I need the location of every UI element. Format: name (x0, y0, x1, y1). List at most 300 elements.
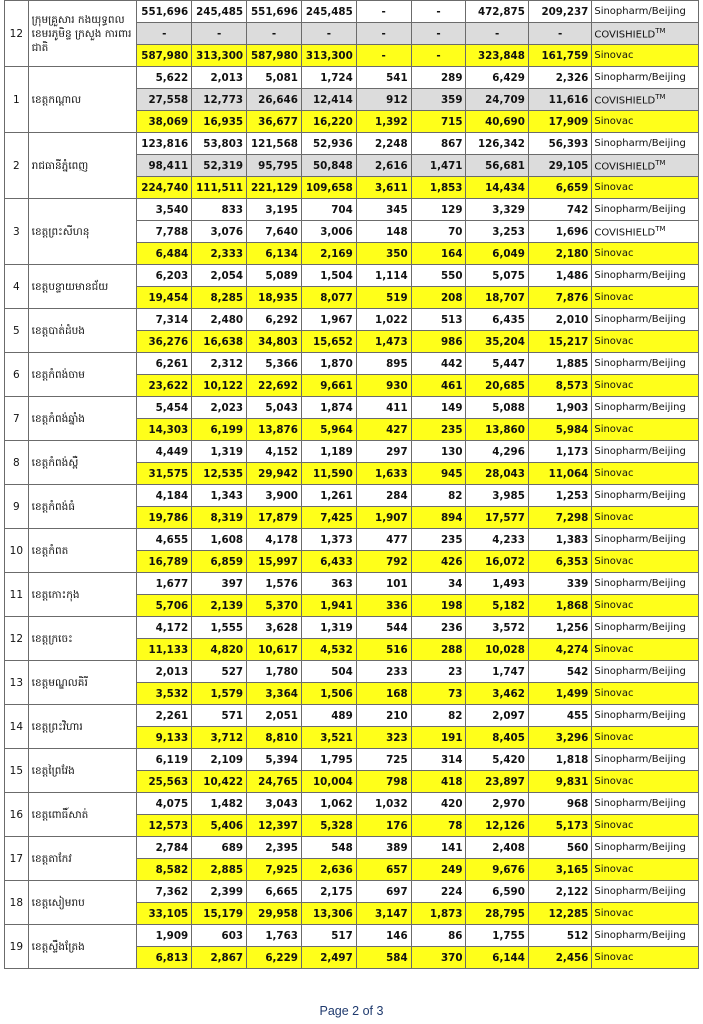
table-cell: 792 (356, 551, 411, 573)
table-cell: 350 (356, 243, 411, 265)
table-row (5, 837, 699, 859)
province-name: ខេត្តព្រៃវែង (28, 749, 137, 793)
vaccine-label: Sinopharm/Beijing (594, 402, 686, 413)
table-cell: 2,885 (192, 859, 247, 881)
table-cell: 191 (411, 727, 466, 749)
vaccine-label: Sinovac (594, 182, 634, 193)
province-name: ខេត្តក្រចេះ (28, 617, 137, 661)
vaccine-label: Sinopharm/Beijing (594, 270, 686, 281)
vaccine-name (592, 441, 699, 463)
table-cell: 1,724 (301, 67, 356, 89)
vaccine-label: Sinovac (594, 864, 634, 875)
vaccine-name (592, 67, 699, 89)
table-cell: 1,319 (301, 617, 356, 639)
vaccination-table (4, 0, 699, 969)
table-row (5, 793, 699, 815)
vaccine-label: Sinopharm/Beijing (594, 710, 686, 721)
table-cell: 14,434 (466, 177, 528, 199)
vaccine-label: COVISHIELD (594, 161, 656, 173)
vaccine-name (592, 837, 699, 859)
table-cell: 52,936 (301, 133, 356, 155)
table-cell: 7,425 (301, 507, 356, 529)
table-row (5, 397, 699, 419)
trademark-mark: TM (655, 224, 666, 233)
table-cell: 1,909 (137, 925, 192, 947)
table-cell: 1,486 (528, 265, 591, 287)
table-cell: 489 (301, 705, 356, 727)
table-cell: 73 (411, 683, 466, 705)
table-cell: 34,803 (247, 331, 302, 353)
table-cell: 12,397 (247, 815, 302, 837)
table-cell: 8,810 (247, 727, 302, 749)
province-name: ខេត្តបាត់ដំបង (28, 309, 137, 353)
table-cell: 2,970 (466, 793, 528, 815)
table-cell: 123,816 (137, 133, 192, 155)
table-cell: 704 (301, 199, 356, 221)
table-cell: - (137, 23, 192, 45)
table-cell: 2,122 (528, 881, 591, 903)
table-cell: 1,868 (528, 595, 591, 617)
table-cell: 2,023 (192, 397, 247, 419)
vaccine-label: Sinopharm/Beijing (594, 446, 686, 457)
table-cell: 141 (411, 837, 466, 859)
vaccine-name (592, 551, 699, 573)
table-cell: 5,420 (466, 749, 528, 771)
table-cell: 11,133 (137, 639, 192, 661)
table-cell: 2,395 (247, 837, 302, 859)
vaccine-label: Sinopharm/Beijing (594, 72, 686, 83)
table-cell: 2,399 (192, 881, 247, 903)
table-cell: 3,364 (247, 683, 302, 705)
row-number: 9 (5, 485, 29, 529)
vaccine-name (592, 1, 699, 23)
table-cell: 4,075 (137, 793, 192, 815)
table-cell: 833 (192, 199, 247, 221)
table-cell: 53,803 (192, 133, 247, 155)
table-cell: 245,485 (301, 1, 356, 23)
table-cell: 149 (411, 397, 466, 419)
table-cell: 527 (192, 661, 247, 683)
row-number: 7 (5, 397, 29, 441)
row-number: 17 (5, 837, 29, 881)
table-cell: 18,935 (247, 287, 302, 309)
table-cell: 233 (356, 661, 411, 683)
table-cell: 8,573 (528, 375, 591, 397)
table-cell: 3,462 (466, 683, 528, 705)
table-cell: 477 (356, 529, 411, 551)
vaccine-label: Sinovac (594, 380, 634, 391)
province-name: ខេត្តមណ្ឌលគិរី (28, 661, 137, 705)
table-cell: 5,394 (247, 749, 302, 771)
table-row (5, 529, 699, 551)
table-cell: 657 (356, 859, 411, 881)
table-cell: 15,652 (301, 331, 356, 353)
trademark-mark: TM (655, 158, 666, 167)
province-name: ខេត្តព្រះសីហនុ (28, 199, 137, 265)
table-cell: 1,755 (466, 925, 528, 947)
table-cell: 7,298 (528, 507, 591, 529)
vaccine-label: Sinovac (594, 512, 634, 523)
table-cell: 176 (356, 815, 411, 837)
table-cell: 442 (411, 353, 466, 375)
vaccine-name (592, 243, 699, 265)
table-cell: 4,532 (301, 639, 356, 661)
table-cell: 3,329 (466, 199, 528, 221)
province-name: ខេត្តតាកែវ (28, 837, 137, 881)
province-name: ក្រុមគ្រួសារ កងយុទ្ធពល ខេមរភូមិន្ទ ក្រសួង ការពារជាតិ (28, 1, 137, 67)
table-cell: 1,499 (528, 683, 591, 705)
table-cell: 1,471 (411, 155, 466, 177)
table-cell: 7,362 (137, 881, 192, 903)
table-cell: 1,763 (247, 925, 302, 947)
table-cell: 2,497 (301, 947, 356, 969)
table-row (5, 881, 699, 903)
table-cell: 1,885 (528, 353, 591, 375)
vaccine-name (592, 419, 699, 441)
table-cell: 8,319 (192, 507, 247, 529)
table-cell: 198 (411, 595, 466, 617)
province-name: ខេត្តបន្ទាយមានជ័យ (28, 265, 137, 309)
table-cell: 224 (411, 881, 466, 903)
table-cell: 6,484 (137, 243, 192, 265)
table-cell: 867 (411, 133, 466, 155)
table-cell: 2,636 (301, 859, 356, 881)
table-cell: 544 (356, 617, 411, 639)
table-cell: 111,511 (192, 177, 247, 199)
vaccine-label: Sinovac (594, 600, 634, 611)
table-cell: 912 (356, 89, 411, 111)
table-cell: 689 (192, 837, 247, 859)
table-cell: 548 (301, 837, 356, 859)
trademark-mark: TM (655, 92, 666, 101)
table-cell: 16,638 (192, 331, 247, 353)
vaccine-name (592, 397, 699, 419)
vaccine-label: Sinovac (594, 820, 634, 831)
table-cell: 603 (192, 925, 247, 947)
table-cell: 697 (356, 881, 411, 903)
table-cell: 11,616 (528, 89, 591, 111)
vaccine-name (592, 331, 699, 353)
table-cell: 541 (356, 67, 411, 89)
vaccine-label: Sinopharm/Beijing (594, 754, 686, 765)
table-cell: 78 (411, 815, 466, 837)
table-cell: 14,303 (137, 419, 192, 441)
table-cell: 551,696 (247, 1, 302, 23)
table-cell: 3,076 (192, 221, 247, 243)
row-number: 5 (5, 309, 29, 353)
trademark-mark: TM (655, 26, 666, 35)
table-cell: 9,661 (301, 375, 356, 397)
table-cell: 3,147 (356, 903, 411, 925)
table-cell: 95,795 (247, 155, 302, 177)
vaccine-name (592, 375, 699, 397)
table-cell: 336 (356, 595, 411, 617)
table-cell: 313,300 (192, 45, 247, 67)
table-cell: 1,941 (301, 595, 356, 617)
table-cell: - (411, 45, 466, 67)
table-cell: 210 (356, 705, 411, 727)
table-cell: 1,579 (192, 683, 247, 705)
table-cell: 7,788 (137, 221, 192, 243)
vaccine-label: Sinovac (594, 908, 634, 919)
vaccine-label: Sinovac (594, 248, 634, 259)
vaccine-name (592, 793, 699, 815)
vaccine-label: Sinovac (594, 644, 634, 655)
table-row (5, 749, 699, 771)
table-cell: 6,292 (247, 309, 302, 331)
table-cell: 7,640 (247, 221, 302, 243)
table-cell: 7,314 (137, 309, 192, 331)
table-cell: 16,789 (137, 551, 192, 573)
table-cell: 1,853 (411, 177, 466, 199)
table-cell: 16,072 (466, 551, 528, 573)
table-cell: 1,795 (301, 749, 356, 771)
table-cell: 3,628 (247, 617, 302, 639)
table-cell: 418 (411, 771, 466, 793)
table-cell: 1,870 (301, 353, 356, 375)
table-cell: 3,195 (247, 199, 302, 221)
table-cell: 52,319 (192, 155, 247, 177)
province-name: ខេត្តកំពង់ធំ (28, 485, 137, 529)
table-cell: 11,064 (528, 463, 591, 485)
table-cell: 1,873 (411, 903, 466, 925)
row-number: 10 (5, 529, 29, 573)
table-cell: 86 (411, 925, 466, 947)
table-cell: 9,133 (137, 727, 192, 749)
vaccine-label: Sinopharm/Beijing (594, 666, 686, 677)
table-cell: 129 (411, 199, 466, 221)
vaccine-name (592, 661, 699, 683)
table-row (5, 573, 699, 595)
table-cell: 560 (528, 837, 591, 859)
vaccine-name (592, 925, 699, 947)
table-cell: 17,909 (528, 111, 591, 133)
vaccine-label: Sinopharm/Beijing (594, 6, 686, 17)
table-cell: 9,676 (466, 859, 528, 881)
table-row (5, 265, 699, 287)
table-cell: 584 (356, 947, 411, 969)
table-cell: 17,879 (247, 507, 302, 529)
row-number: 16 (5, 793, 29, 837)
table-cell: 6,659 (528, 177, 591, 199)
table-cell: 12,285 (528, 903, 591, 925)
vaccine-label: Sinovac (594, 116, 634, 127)
vaccine-name (592, 705, 699, 727)
table-cell: 130 (411, 441, 466, 463)
table-cell: 27,558 (137, 89, 192, 111)
table-cell: 455 (528, 705, 591, 727)
table-cell: 1,780 (247, 661, 302, 683)
table-cell: 5,075 (466, 265, 528, 287)
table-cell: 6,261 (137, 353, 192, 375)
table-cell: 289 (411, 67, 466, 89)
table-cell: 6,433 (301, 551, 356, 573)
table-cell: 29,942 (247, 463, 302, 485)
table-cell: 6,590 (466, 881, 528, 903)
table-cell: 1,696 (528, 221, 591, 243)
table-cell: 2,784 (137, 837, 192, 859)
table-cell: 161,759 (528, 45, 591, 67)
vaccine-name (592, 45, 699, 67)
table-cell: 519 (356, 287, 411, 309)
table-cell: 101 (356, 573, 411, 595)
vaccine-name (592, 177, 699, 199)
vaccine-name (592, 903, 699, 925)
table-cell: 2,013 (137, 661, 192, 683)
table-cell: 6,203 (137, 265, 192, 287)
table-cell: 18,707 (466, 287, 528, 309)
table-cell: 12,573 (137, 815, 192, 837)
table-cell: 5,366 (247, 353, 302, 375)
vaccine-name (592, 727, 699, 749)
table-cell: 4,655 (137, 529, 192, 551)
table-cell: 10,028 (466, 639, 528, 661)
table-cell: 235 (411, 529, 466, 551)
table-cell: 2,616 (356, 155, 411, 177)
table-cell: 9,831 (528, 771, 591, 793)
table-cell: 6,859 (192, 551, 247, 573)
vaccine-name (592, 265, 699, 287)
vaccine-name (592, 749, 699, 771)
table-cell: 16,935 (192, 111, 247, 133)
table-cell: 12,126 (466, 815, 528, 837)
vaccine-label: Sinopharm/Beijing (594, 490, 686, 501)
table-cell: 23,622 (137, 375, 192, 397)
table-cell: 1,907 (356, 507, 411, 529)
vaccine-label: Sinopharm/Beijing (594, 578, 686, 589)
province-name: ខេត្តព្រះវិហារ (28, 705, 137, 749)
table-cell: 5,984 (528, 419, 591, 441)
table-cell: 2,054 (192, 265, 247, 287)
table-cell: 2,109 (192, 749, 247, 771)
table-cell: 742 (528, 199, 591, 221)
table-cell: 236 (411, 617, 466, 639)
table-cell: 397 (192, 573, 247, 595)
table-cell: 461 (411, 375, 466, 397)
table-cell: 323 (356, 727, 411, 749)
table-cell: 1,747 (466, 661, 528, 683)
vaccine-label: Sinopharm/Beijing (594, 314, 686, 325)
table-cell: 36,276 (137, 331, 192, 353)
table-cell: 968 (528, 793, 591, 815)
table-cell: 2,312 (192, 353, 247, 375)
table-cell: 2,408 (466, 837, 528, 859)
province-name: ខេត្តពោធិ៍សាត់ (28, 793, 137, 837)
table-cell: 15,179 (192, 903, 247, 925)
vaccine-name (592, 771, 699, 793)
table-cell: 13,876 (247, 419, 302, 441)
vaccine-label: Sinopharm/Beijing (594, 842, 686, 853)
table-cell: 23 (411, 661, 466, 683)
table-cell: 5,043 (247, 397, 302, 419)
table-cell: 7,876 (528, 287, 591, 309)
table-cell: 359 (411, 89, 466, 111)
table-cell: 1,189 (301, 441, 356, 463)
vaccine-label: Sinovac (594, 732, 634, 743)
table-cell: 1,256 (528, 617, 591, 639)
table-cell: 22,692 (247, 375, 302, 397)
table-row (5, 67, 699, 89)
table-cell: 3,043 (247, 793, 302, 815)
table-cell: 6,199 (192, 419, 247, 441)
table-cell: 1,493 (466, 573, 528, 595)
table-cell: 550 (411, 265, 466, 287)
table-cell: 3,611 (356, 177, 411, 199)
table-cell: 1,967 (301, 309, 356, 331)
table-cell: 3,985 (466, 485, 528, 507)
table-cell: 571 (192, 705, 247, 727)
table-cell: 288 (411, 639, 466, 661)
table-cell: 4,233 (466, 529, 528, 551)
vaccine-label: Sinopharm/Beijing (594, 930, 686, 941)
row-number: 2 (5, 133, 29, 199)
table-cell: 798 (356, 771, 411, 793)
table-cell: 35,204 (466, 331, 528, 353)
table-cell: - (356, 1, 411, 23)
table-cell: 15,997 (247, 551, 302, 573)
table-cell: 3,532 (137, 683, 192, 705)
province-name: ខេត្តកំពង់ចាម (28, 353, 137, 397)
table-cell: 235 (411, 419, 466, 441)
table-cell: 245,485 (192, 1, 247, 23)
table-cell: 6,229 (247, 947, 302, 969)
table-cell: 1,677 (137, 573, 192, 595)
table-cell: 1,504 (301, 265, 356, 287)
table-cell: 1,032 (356, 793, 411, 815)
table-cell: 10,004 (301, 771, 356, 793)
vaccine-name (592, 111, 699, 133)
table-cell: 895 (356, 353, 411, 375)
table-cell: 587,980 (247, 45, 302, 67)
table-cell: 38,069 (137, 111, 192, 133)
province-name: ខេត្តកំពង់ស្ពឺ (28, 441, 137, 485)
row-number: 1 (5, 67, 29, 133)
table-cell: 5,328 (301, 815, 356, 837)
table-cell: 5,173 (528, 815, 591, 837)
table-cell: 56,681 (466, 155, 528, 177)
table-cell: 126,342 (466, 133, 528, 155)
table-cell: 1,473 (356, 331, 411, 353)
vaccine-name (592, 199, 699, 221)
province-name: ខេត្តកំពត (28, 529, 137, 573)
table-cell: 6,665 (247, 881, 302, 903)
table-cell: 40,690 (466, 111, 528, 133)
table-cell: - (247, 23, 302, 45)
table-cell: 725 (356, 749, 411, 771)
table-cell: 31,575 (137, 463, 192, 485)
table-cell: 3,900 (247, 485, 302, 507)
table-cell: 945 (411, 463, 466, 485)
table-cell: 70 (411, 221, 466, 243)
row-number: 19 (5, 925, 29, 969)
vaccine-label: Sinovac (594, 50, 634, 61)
table-cell: 1,261 (301, 485, 356, 507)
table-cell: 3,521 (301, 727, 356, 749)
table-row (5, 353, 699, 375)
table-cell: - (528, 23, 591, 45)
table-cell: 19,786 (137, 507, 192, 529)
table-cell: 313,300 (301, 45, 356, 67)
table-row (5, 485, 699, 507)
table-cell: 10,617 (247, 639, 302, 661)
table-cell: 168 (356, 683, 411, 705)
table-cell: 3,296 (528, 727, 591, 749)
table-row (5, 705, 699, 727)
vaccine-label: COVISHIELD (594, 95, 656, 107)
table-cell: 10,422 (192, 771, 247, 793)
table-cell: 1,114 (356, 265, 411, 287)
table-row (5, 133, 699, 155)
